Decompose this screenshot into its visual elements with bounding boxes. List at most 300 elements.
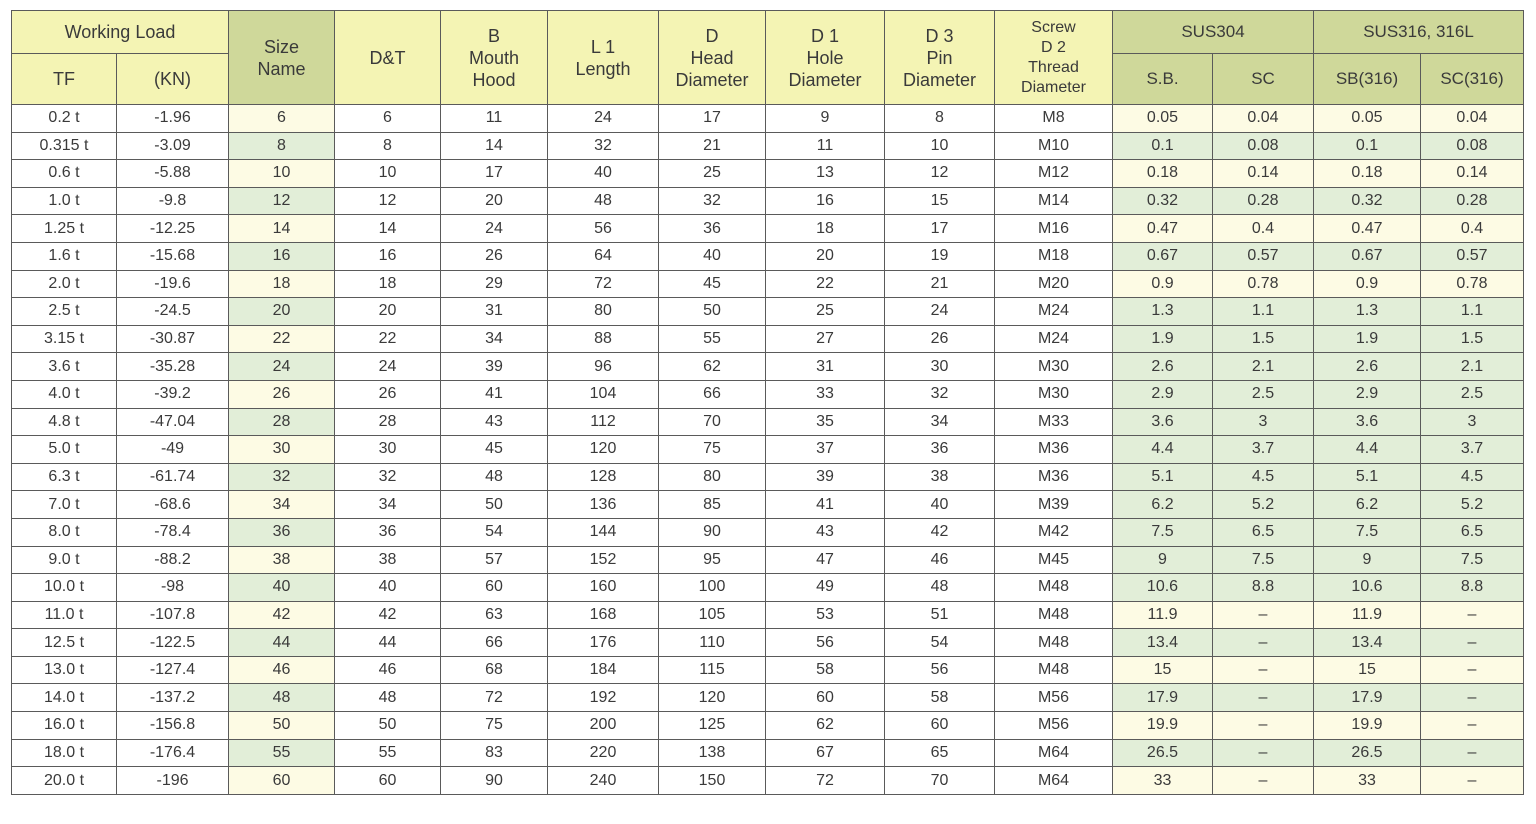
sus316-header: SUS316, 316L [1314, 11, 1524, 54]
cell-dt: 24 [335, 353, 441, 381]
cell-dt: 14 [335, 215, 441, 243]
cell-kn: -9.8 [117, 187, 229, 215]
table-row [12, 656, 1524, 684]
d3-line-3: Diameter [902, 69, 977, 90]
cell-d3-pin: 54 [885, 629, 995, 657]
cell-d1-hole: 27 [766, 325, 885, 353]
cell-sc: – [1213, 767, 1314, 795]
cell-sb: 0.1 [1113, 132, 1213, 160]
cell-d1-hole: 9 [766, 105, 885, 133]
cell-size: 16 [229, 242, 335, 270]
cell-dt: 8 [335, 132, 441, 160]
cell-kn: -12.25 [117, 215, 229, 243]
table-row [12, 574, 1524, 602]
cell-sb: 0.9 [1113, 270, 1213, 298]
cell-d3-pin: 46 [885, 546, 995, 574]
cell-d3-pin: 26 [885, 325, 995, 353]
cell-l1-length: 200 [548, 712, 659, 740]
cell-l1-length: 112 [548, 408, 659, 436]
cell-sc: 0.08 [1213, 132, 1314, 160]
cell-screw-d2: M24 [995, 298, 1113, 326]
cell-size: 6 [229, 105, 335, 133]
cell-sb316: 7.5 [1314, 518, 1421, 546]
cell-sc316: – [1421, 767, 1524, 795]
cell-size: 46 [229, 656, 335, 684]
cell-tf: 1.25 t [12, 215, 117, 243]
cell-sc316: 0.78 [1421, 270, 1524, 298]
cell-kn: -47.04 [117, 408, 229, 436]
cell-sb: 6.2 [1113, 491, 1213, 519]
cell-size: 24 [229, 353, 335, 381]
cell-d-head: 21 [659, 132, 766, 160]
cell-screw-d2: M30 [995, 353, 1113, 381]
screw-line-4: Diameter [1021, 78, 1086, 96]
cell-kn: -30.87 [117, 325, 229, 353]
table-body [12, 105, 1524, 795]
cell-b-mouth: 20 [441, 187, 548, 215]
cell-sb316: 4.4 [1314, 436, 1421, 464]
cell-screw-d2: M45 [995, 546, 1113, 574]
cell-sc: 1.5 [1213, 325, 1314, 353]
cell-d1-hole: 62 [766, 712, 885, 740]
cell-l1-length: 80 [548, 298, 659, 326]
cell-d1-hole: 39 [766, 463, 885, 491]
cell-l1-length: 88 [548, 325, 659, 353]
cell-l1-length: 160 [548, 574, 659, 602]
cell-b-mouth: 39 [441, 353, 548, 381]
cell-sb316: 6.2 [1314, 491, 1421, 519]
cell-sc316: 7.5 [1421, 546, 1524, 574]
cell-b-mouth: 41 [441, 380, 548, 408]
cell-screw-d2: M39 [995, 491, 1113, 519]
cell-tf: 0.6 t [12, 160, 117, 188]
table-row [12, 242, 1524, 270]
screw-d2-thread-diameter-header [995, 11, 1113, 105]
cell-size: 8 [229, 132, 335, 160]
cell-sb316: 2.6 [1314, 353, 1421, 381]
cell-d1-hole: 56 [766, 629, 885, 657]
cell-l1-length: 96 [548, 353, 659, 381]
cell-d-head: 36 [659, 215, 766, 243]
cell-b-mouth: 45 [441, 436, 548, 464]
cell-b-mouth: 17 [441, 160, 548, 188]
cell-dt: 36 [335, 518, 441, 546]
cell-d-head: 138 [659, 739, 766, 767]
cell-d3-pin: 8 [885, 105, 995, 133]
cell-sc316: – [1421, 739, 1524, 767]
cell-d3-pin: 58 [885, 684, 995, 712]
cell-kn: -127.4 [117, 656, 229, 684]
cell-sb316: 0.9 [1314, 270, 1421, 298]
cell-b-mouth: 90 [441, 767, 548, 795]
cell-sb316: 0.1 [1314, 132, 1421, 160]
cell-d3-pin: 10 [885, 132, 995, 160]
cell-sc: 5.2 [1213, 491, 1314, 519]
cell-tf: 18.0 t [12, 739, 117, 767]
cell-l1-length: 184 [548, 656, 659, 684]
cell-d-head: 66 [659, 380, 766, 408]
cell-tf: 2.0 t [12, 270, 117, 298]
cell-d1-hole: 11 [766, 132, 885, 160]
d-line-3: Diameter [675, 69, 749, 90]
cell-d1-hole: 31 [766, 353, 885, 381]
cell-sc: – [1213, 712, 1314, 740]
cell-sb316: 26.5 [1314, 739, 1421, 767]
cell-d-head: 125 [659, 712, 766, 740]
cell-d3-pin: 15 [885, 187, 995, 215]
cell-sb316: 0.47 [1314, 215, 1421, 243]
cell-screw-d2: M42 [995, 518, 1113, 546]
cell-dt: 46 [335, 656, 441, 684]
cell-l1-length: 24 [548, 105, 659, 133]
cell-d3-pin: 30 [885, 353, 995, 381]
cell-size: 44 [229, 629, 335, 657]
cell-sc: 2.5 [1213, 380, 1314, 408]
cell-d-head: 80 [659, 463, 766, 491]
cell-d-head: 55 [659, 325, 766, 353]
cell-sc: 0.57 [1213, 242, 1314, 270]
cell-d3-pin: 36 [885, 436, 995, 464]
cell-d3-pin: 32 [885, 380, 995, 408]
cell-sb316: 5.1 [1314, 463, 1421, 491]
cell-kn: -61.74 [117, 463, 229, 491]
tf-header: TF [12, 54, 117, 105]
cell-sc: 8.8 [1213, 574, 1314, 602]
cell-sb: 9 [1113, 546, 1213, 574]
cell-dt: 30 [335, 436, 441, 464]
cell-sb: 13.4 [1113, 629, 1213, 657]
cell-tf: 2.5 t [12, 298, 117, 326]
cell-tf: 0.2 t [12, 105, 117, 133]
cell-sc316: 0.08 [1421, 132, 1524, 160]
cell-sb316: 1.3 [1314, 298, 1421, 326]
cell-l1-length: 104 [548, 380, 659, 408]
cell-l1-length: 32 [548, 132, 659, 160]
cell-d-head: 110 [659, 629, 766, 657]
cell-dt: 34 [335, 491, 441, 519]
cell-kn: -88.2 [117, 546, 229, 574]
cell-sc: 1.1 [1213, 298, 1314, 326]
cell-l1-length: 176 [548, 629, 659, 657]
cell-tf: 7.0 t [12, 491, 117, 519]
size-name-line-2: Name [257, 58, 306, 79]
cell-sb: 10.6 [1113, 574, 1213, 602]
cell-d3-pin: 65 [885, 739, 995, 767]
cell-kn: -78.4 [117, 518, 229, 546]
cell-d-head: 100 [659, 574, 766, 602]
cell-sb316: 0.18 [1314, 160, 1421, 188]
cell-d1-hole: 60 [766, 684, 885, 712]
cell-size: 14 [229, 215, 335, 243]
cell-l1-length: 240 [548, 767, 659, 795]
cell-screw-d2: M30 [995, 380, 1113, 408]
cell-sb: 33 [1113, 767, 1213, 795]
cell-screw-d2: M36 [995, 436, 1113, 464]
cell-sc316: 4.5 [1421, 463, 1524, 491]
cell-sc: 0.28 [1213, 187, 1314, 215]
cell-d-head: 90 [659, 518, 766, 546]
cell-sc: – [1213, 656, 1314, 684]
cell-tf: 8.0 t [12, 518, 117, 546]
cell-l1-length: 40 [548, 160, 659, 188]
cell-sc316: 3 [1421, 408, 1524, 436]
b-mouth-hood-header [441, 11, 548, 105]
cell-screw-d2: M24 [995, 325, 1113, 353]
cell-sb: 2.9 [1113, 380, 1213, 408]
cell-sb316: 0.05 [1314, 105, 1421, 133]
cell-d-head: 32 [659, 187, 766, 215]
cell-size: 30 [229, 436, 335, 464]
table-row [12, 629, 1524, 657]
cell-sb: 0.67 [1113, 242, 1213, 270]
table-row [12, 601, 1524, 629]
cell-dt: 42 [335, 601, 441, 629]
cell-screw-d2: M64 [995, 767, 1113, 795]
cell-d-head: 25 [659, 160, 766, 188]
cell-d-head: 85 [659, 491, 766, 519]
cell-dt: 18 [335, 270, 441, 298]
cell-d3-pin: 12 [885, 160, 995, 188]
cell-sb316: 9 [1314, 546, 1421, 574]
cell-d-head: 115 [659, 656, 766, 684]
cell-dt: 32 [335, 463, 441, 491]
cell-sb: 4.4 [1113, 436, 1213, 464]
cell-dt: 12 [335, 187, 441, 215]
cell-sc316: 1.5 [1421, 325, 1524, 353]
cell-dt: 20 [335, 298, 441, 326]
table-row [12, 215, 1524, 243]
cell-tf: 16.0 t [12, 712, 117, 740]
cell-size: 26 [229, 380, 335, 408]
cell-d-head: 17 [659, 105, 766, 133]
cell-size: 38 [229, 546, 335, 574]
cell-d-head: 62 [659, 353, 766, 381]
cell-l1-length: 64 [548, 242, 659, 270]
cell-sc: 0.4 [1213, 215, 1314, 243]
cell-l1-length: 56 [548, 215, 659, 243]
cell-b-mouth: 66 [441, 629, 548, 657]
table-row [12, 436, 1524, 464]
cell-sc316: 1.1 [1421, 298, 1524, 326]
cell-kn: -137.2 [117, 684, 229, 712]
table-row [12, 380, 1524, 408]
l1-line-1: L 1 [590, 36, 616, 57]
cell-d3-pin: 60 [885, 712, 995, 740]
cell-d3-pin: 51 [885, 601, 995, 629]
cell-l1-length: 48 [548, 187, 659, 215]
cell-d-head: 50 [659, 298, 766, 326]
cell-screw-d2: M48 [995, 656, 1113, 684]
cell-d3-pin: 24 [885, 298, 995, 326]
cell-d-head: 45 [659, 270, 766, 298]
cell-sc316: – [1421, 712, 1524, 740]
cell-sc: – [1213, 629, 1314, 657]
cell-tf: 5.0 t [12, 436, 117, 464]
cell-kn: -3.09 [117, 132, 229, 160]
cell-d1-hole: 16 [766, 187, 885, 215]
cell-d1-hole: 37 [766, 436, 885, 464]
cell-sc: 0.78 [1213, 270, 1314, 298]
cell-d1-hole: 72 [766, 767, 885, 795]
cell-sc316: 8.8 [1421, 574, 1524, 602]
table-row [12, 187, 1524, 215]
cell-d1-hole: 58 [766, 656, 885, 684]
cell-sb316: 0.32 [1314, 187, 1421, 215]
cell-kn: -68.6 [117, 491, 229, 519]
cell-sb: 26.5 [1113, 739, 1213, 767]
cell-sc316: 5.2 [1421, 491, 1524, 519]
cell-d1-hole: 67 [766, 739, 885, 767]
cell-tf: 4.8 t [12, 408, 117, 436]
cell-sc: – [1213, 684, 1314, 712]
working-load-header: Working Load [12, 11, 229, 54]
dt-header: D&T [335, 11, 441, 105]
cell-tf: 14.0 t [12, 684, 117, 712]
cell-tf: 1.6 t [12, 242, 117, 270]
cell-screw-d2: M10 [995, 132, 1113, 160]
cell-screw-d2: M48 [995, 574, 1113, 602]
cell-kn: -98 [117, 574, 229, 602]
cell-dt: 10 [335, 160, 441, 188]
cell-sb: 19.9 [1113, 712, 1213, 740]
l1-line-2: Length [575, 58, 631, 79]
cell-tf: 13.0 t [12, 656, 117, 684]
cell-d-head: 40 [659, 242, 766, 270]
cell-b-mouth: 50 [441, 491, 548, 519]
cell-tf: 4.0 t [12, 380, 117, 408]
size-name-line-1: Size [263, 36, 299, 57]
cell-l1-length: 144 [548, 518, 659, 546]
cell-sc316: 0.14 [1421, 160, 1524, 188]
cell-dt: 6 [335, 105, 441, 133]
table-row [12, 712, 1524, 740]
cell-sb316: 15 [1314, 656, 1421, 684]
cell-sb316: 10.6 [1314, 574, 1421, 602]
cell-size: 34 [229, 491, 335, 519]
cell-dt: 38 [335, 546, 441, 574]
cell-sb316: 17.9 [1314, 684, 1421, 712]
cell-size: 55 [229, 739, 335, 767]
cell-d1-hole: 53 [766, 601, 885, 629]
cell-screw-d2: M14 [995, 187, 1113, 215]
cell-tf: 1.0 t [12, 187, 117, 215]
d1-hole-diameter-header [766, 11, 885, 105]
cell-sb316: 19.9 [1314, 712, 1421, 740]
cell-sb316: 3.6 [1314, 408, 1421, 436]
d3-line-2: Pin [926, 47, 953, 68]
cell-sc316: – [1421, 684, 1524, 712]
cell-d-head: 70 [659, 408, 766, 436]
cell-d1-hole: 41 [766, 491, 885, 519]
cell-sc: 0.04 [1213, 105, 1314, 133]
cell-d1-hole: 33 [766, 380, 885, 408]
cell-kn: -1.96 [117, 105, 229, 133]
cell-d3-pin: 38 [885, 463, 995, 491]
cell-dt: 55 [335, 739, 441, 767]
spec-table [11, 10, 1524, 795]
cell-kn: -156.8 [117, 712, 229, 740]
cell-b-mouth: 54 [441, 518, 548, 546]
cell-b-mouth: 14 [441, 132, 548, 160]
cell-d-head: 120 [659, 684, 766, 712]
cell-kn: -24.5 [117, 298, 229, 326]
cell-tf: 12.5 t [12, 629, 117, 657]
cell-b-mouth: 63 [441, 601, 548, 629]
table-row [12, 408, 1524, 436]
size-name-header [229, 11, 335, 105]
cell-dt: 48 [335, 684, 441, 712]
cell-l1-length: 168 [548, 601, 659, 629]
cell-sc316: 0.04 [1421, 105, 1524, 133]
d3-line-1: D 3 [925, 25, 954, 46]
table-row [12, 298, 1524, 326]
cell-tf: 11.0 t [12, 601, 117, 629]
cell-kn: -196 [117, 767, 229, 795]
cell-d-head: 105 [659, 601, 766, 629]
kn-header: (KN) [117, 54, 229, 105]
cell-b-mouth: 34 [441, 325, 548, 353]
cell-size: 32 [229, 463, 335, 491]
cell-screw-d2: M36 [995, 463, 1113, 491]
cell-l1-length: 128 [548, 463, 659, 491]
cell-b-mouth: 24 [441, 215, 548, 243]
cell-sc316: – [1421, 629, 1524, 657]
cell-sc: 7.5 [1213, 546, 1314, 574]
cell-sb: 0.18 [1113, 160, 1213, 188]
cell-b-mouth: 26 [441, 242, 548, 270]
cell-screw-d2: M64 [995, 739, 1113, 767]
cell-d1-hole: 18 [766, 215, 885, 243]
table-row [12, 518, 1524, 546]
cell-tf: 6.3 t [12, 463, 117, 491]
table-row [12, 491, 1524, 519]
cell-d1-hole: 22 [766, 270, 885, 298]
d1-line-1: D 1 [810, 25, 839, 46]
d-line-1: D [705, 25, 719, 46]
cell-d3-pin: 21 [885, 270, 995, 298]
cell-dt: 28 [335, 408, 441, 436]
cell-sb316: 11.9 [1314, 601, 1421, 629]
table-row [12, 270, 1524, 298]
cell-size: 40 [229, 574, 335, 602]
d-head-diameter-header [659, 11, 766, 105]
cell-sb: 3.6 [1113, 408, 1213, 436]
cell-sb316: 33 [1314, 767, 1421, 795]
l1-length-header [548, 11, 659, 105]
cell-l1-length: 152 [548, 546, 659, 574]
cell-b-mouth: 57 [441, 546, 548, 574]
cell-l1-length: 72 [548, 270, 659, 298]
cell-screw-d2: M12 [995, 160, 1113, 188]
cell-screw-d2: M8 [995, 105, 1113, 133]
cell-b-mouth: 68 [441, 656, 548, 684]
cell-tf: 20.0 t [12, 767, 117, 795]
cell-sb: 7.5 [1113, 518, 1213, 546]
cell-b-mouth: 31 [441, 298, 548, 326]
cell-d1-hole: 35 [766, 408, 885, 436]
cell-sb: 11.9 [1113, 601, 1213, 629]
cell-sc316: 2.5 [1421, 380, 1524, 408]
cell-screw-d2: M33 [995, 408, 1113, 436]
cell-sc: – [1213, 601, 1314, 629]
cell-sc: 3 [1213, 408, 1314, 436]
sb-header: S.B. [1113, 54, 1213, 105]
sus304-header: SUS304 [1113, 11, 1314, 54]
cell-sb: 1.3 [1113, 298, 1213, 326]
cell-kn: -19.6 [117, 270, 229, 298]
cell-sb316: 0.67 [1314, 242, 1421, 270]
cell-kn: -107.8 [117, 601, 229, 629]
